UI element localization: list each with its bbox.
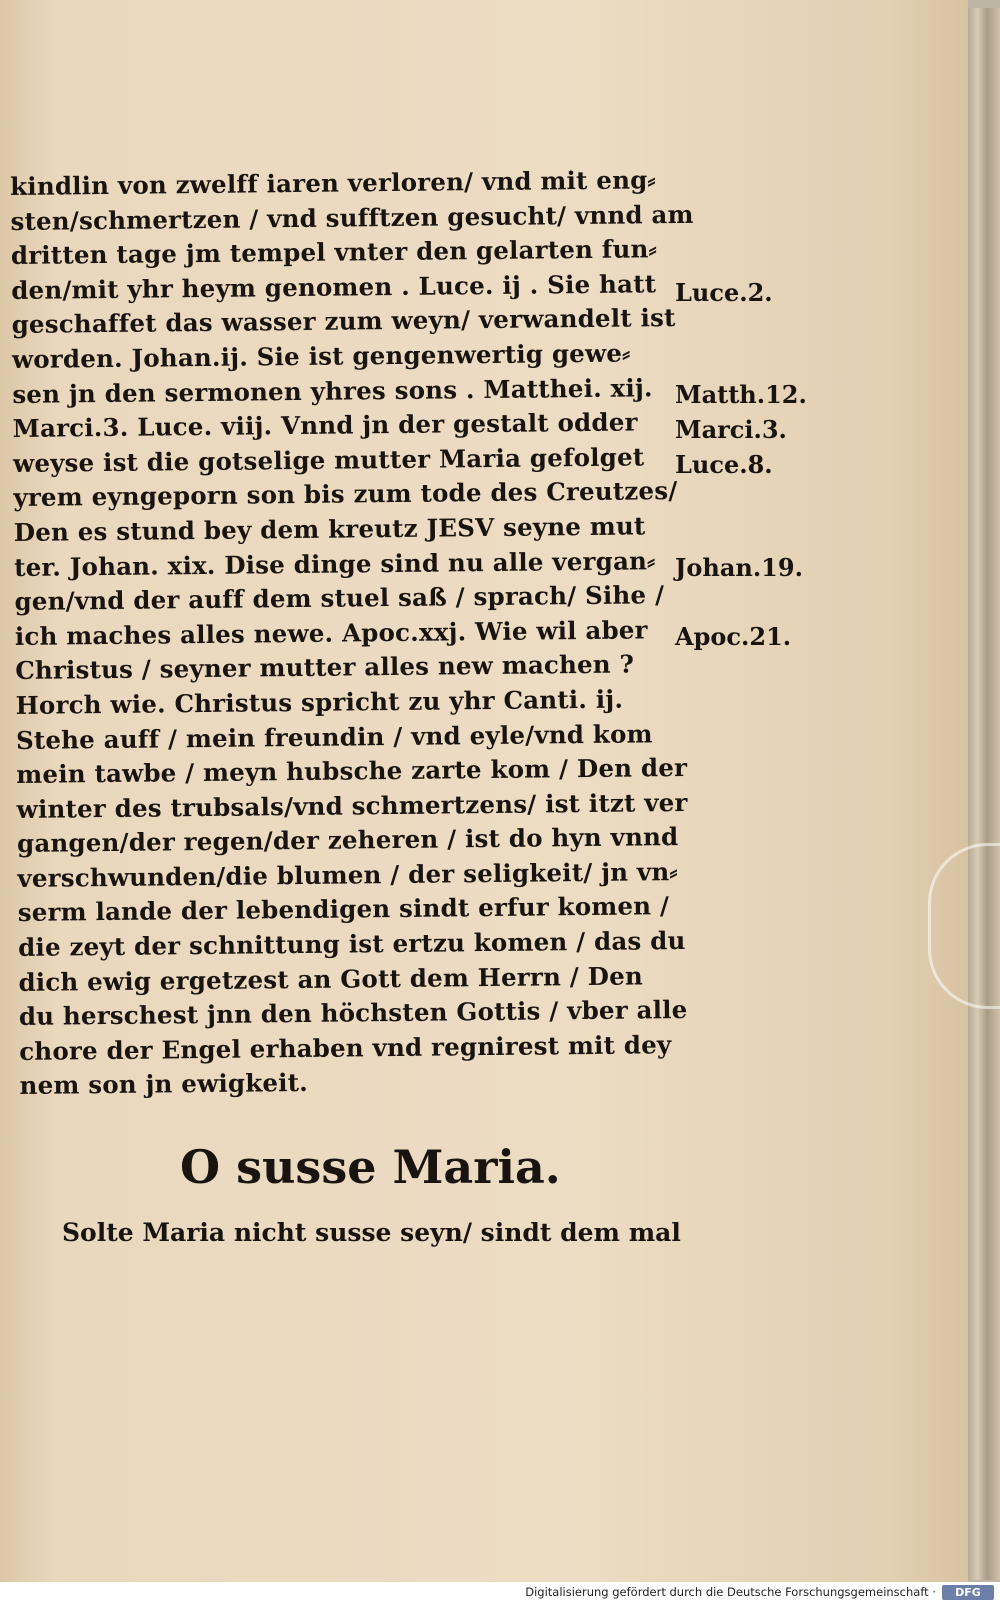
body-text-block <box>10 163 694 1104</box>
text-line: mein tawbe / meyn hubsche zarte kom / Den der <box>16 753 688 790</box>
text-line: ich maches alles newe. Apoc.xxj. Wie wil aber <box>14 615 648 651</box>
footer-bar <box>0 1582 1000 1604</box>
text-line: ter. Johan. xix. Dise dinge sind nu alle vergan⸗ <box>14 545 656 582</box>
page-edge <box>968 8 1000 1580</box>
text-line: geschaffet das wasser zum weyn/ verwandelt ist <box>11 303 676 340</box>
margin-note: Luce.2. <box>675 278 773 307</box>
text-line: kindlin von zwelff iaren verloren/ vnd mit eng⸗ <box>10 165 656 201</box>
margin-note: Marci.3. <box>675 415 787 444</box>
text-line: serm lande der lebendigen sindt erfur komen / <box>17 891 670 928</box>
dfg-logo-icon: DFG <box>942 1585 994 1600</box>
funding-credit: Digitalisierung gefördert durch die Deutsche Forschungsgemeinschaft · <box>525 1585 936 1599</box>
text-line: sen jn den sermonen yhres sons . Matthei. xij. <box>12 372 653 409</box>
text-line: verschwunden/die blumen / der seligkeit/ jn vn⸗ <box>17 856 678 893</box>
text-line: dich ewig ergetzest an Gott dem Herrn / Den <box>18 961 644 997</box>
text-line: du herschest jnn den höchsten Gottis / vber alle <box>18 995 688 1032</box>
text-line: winter des trubsals/vnd schmertzens/ ist itzt ver <box>16 787 688 824</box>
text-line: Marci.3. Luce. viij. Vnnd jn der gestalt odder <box>12 407 638 444</box>
text-line: Stehe auff / mein freundin / vnd eyle/vnd kom <box>15 718 653 755</box>
text-line: yrem eyngeporn son bis zum tode des Creutzes/ <box>13 476 678 513</box>
text-line: gangen/der regen/der zeheren / ist do hyn vnnd <box>16 822 679 859</box>
text-line: worden. Johan.ij. Sie ist gengenwertig gewe⸗ <box>11 338 631 374</box>
text-line: weyse ist die gotselige mutter Maria gefolget <box>12 442 645 478</box>
text-line: gen/vnd der auff dem stuel saß / sprach/ Sihe / <box>14 580 665 617</box>
text-line: den/mit yhr heym genomen . Luce. ij . Sie hatt <box>11 269 657 305</box>
text-line: Den es stund bey dem kreutz JESV seyne mut <box>13 511 646 547</box>
text-line: dritten tage jm tempel vnter den gelarten fun⸗ <box>10 234 658 271</box>
margin-note: Luce.8. <box>675 450 773 479</box>
first-line-next-section: Solte Maria nicht susse seyn/ sindt dem mal <box>62 1218 681 1247</box>
page-clip <box>928 843 1000 1009</box>
margin-note: Apoc.21. <box>675 622 792 651</box>
section-heading: O susse Maria. <box>180 1140 561 1194</box>
text-line: sten/schmertzen / vnd sufftzen gesucht/ vnnd am <box>10 199 694 236</box>
text-line: Christus / seyner mutter alles new machen ? <box>15 649 635 686</box>
margin-note: Matth.12. <box>675 380 807 409</box>
text-line: nem son jn ewigkeit. <box>19 1068 309 1101</box>
text-line: Horch wie. Christus spricht zu yhr Canti. ij. <box>15 684 624 720</box>
text-line: die zeyt der schnittung ist ertzu komen / das du <box>17 926 686 963</box>
text-line: chore der Engel erhaben vnd regnirest mit dey <box>19 1029 672 1066</box>
margin-note: Johan.19. <box>675 553 803 582</box>
